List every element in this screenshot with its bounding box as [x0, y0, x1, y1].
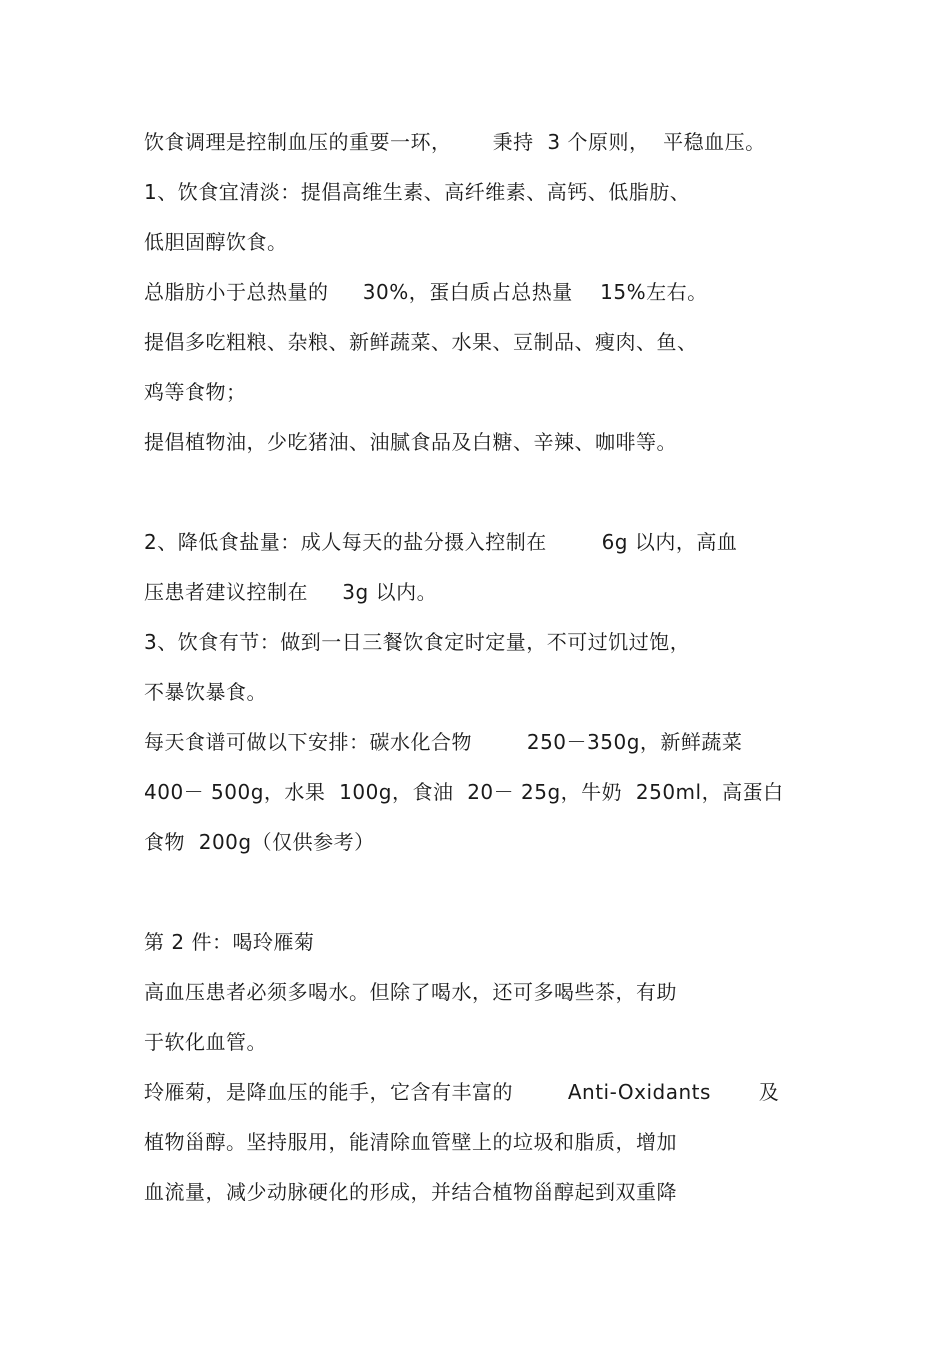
- text-line: 不暴饮暴食。: [144, 680, 267, 704]
- text-line: 2、降低食盐量：成人每天的盐分摄入控制在 6g 以内，高血: [144, 530, 738, 554]
- text-line: 植物甾醇。坚持服用，能清除血管壁上的垃圾和脂质，增加: [144, 1130, 677, 1154]
- text-line: 低胆固醇饮食。: [144, 230, 288, 254]
- text-line: 3、饮食有节：做到一日三餐饮食定时定量，不可过饥过饱，: [144, 630, 691, 654]
- text-line: 400－ 500g，水果 100g，食油 20－ 25g，牛奶 250ml，高蛋白: [144, 780, 784, 804]
- text-line: 于软化血管。: [144, 1030, 267, 1054]
- text-line: 总脂肪小于总热量的 30%，蛋白质占总热量 15%左右。: [144, 280, 708, 304]
- text-line: 食物 200g（仅供参考）: [144, 830, 375, 854]
- text-line: 每天食谱可做以下安排：碳水化合物 250－350g，新鲜蔬菜: [144, 730, 743, 754]
- text-line: 压患者建议控制在 3g 以内。: [144, 580, 438, 604]
- text-line: 玲雁菊，是降血压的能手，它含有丰富的 Anti-Oxidants 及: [144, 1080, 780, 1104]
- text-line: 1、饮食宜清淡：提倡高维生素、高纤维素、高钙、低脂肪、: [144, 180, 691, 204]
- text-line: 提倡植物油，少吃猪油、油腻食品及白糖、辛辣、咖啡等。: [144, 430, 677, 454]
- text-line: 鸡等食物；: [144, 380, 247, 404]
- section-heading: 第 2 件：喝玲雁菊: [144, 930, 315, 954]
- text-line: 高血压患者必须多喝水。但除了喝水，还可多喝些茶，有助: [144, 980, 677, 1004]
- text-line: 提倡多吃粗粮、杂粮、新鲜蔬菜、水果、豆制品、瘦肉、鱼、: [144, 330, 698, 354]
- text-line: 血流量，减少动脉硬化的形成，并结合植物甾醇起到双重降: [144, 1180, 677, 1204]
- text-line: 饮食调理是控制血压的重要一环， 秉持 3 个原则， 平稳血压。: [144, 130, 766, 154]
